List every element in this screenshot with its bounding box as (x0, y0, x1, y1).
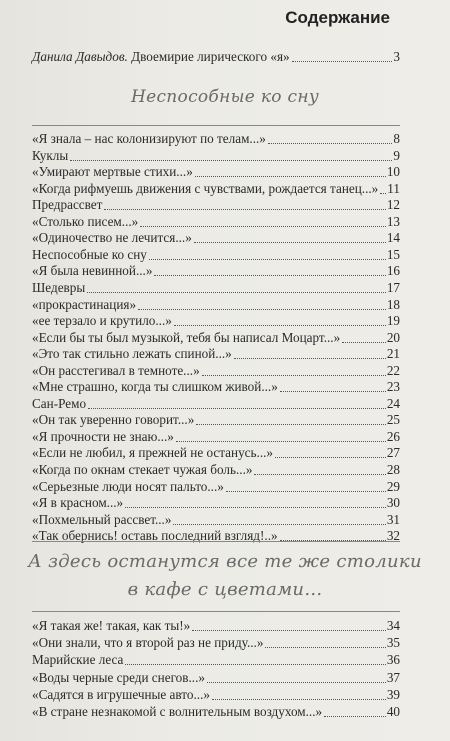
toc-entry-title: «Умирают мертвые стихи...» (32, 164, 193, 180)
toc-entry-page: 30 (386, 495, 400, 511)
toc-entry-page: 17 (386, 279, 400, 295)
toc-entry-page: 3 (393, 49, 400, 64)
toc-entry-title: «Если не любил, я прежней не останусь...» (32, 445, 274, 461)
page-title: Содержание (285, 8, 390, 27)
section-heading-line: А здесь останутся все те же столики (28, 551, 422, 572)
toc-entry-page: 39 (386, 686, 400, 702)
toc-entry-title: Марийские леса (32, 652, 124, 668)
toc-entry-title: «Похмельный рассвет...» (32, 511, 172, 527)
toc-entry-title: «Я была невинной...» (32, 263, 153, 279)
toc-entry-title: «Мне страшно, когда ты слишком живой...» (32, 379, 278, 395)
toc-entry-page: 27 (386, 445, 400, 461)
toc-entry-page: 11 (387, 180, 400, 196)
intro-author: Данила Давыдов. (32, 49, 128, 64)
toc-entry-title: «Так обернись! оставь последний взгляд!..» (32, 528, 278, 544)
section-heading: Неспособные ко сну (130, 87, 319, 107)
toc-entry-page: 15 (386, 246, 400, 262)
toc-entry-page: 16 (386, 263, 400, 279)
toc-entry-title (32, 49, 290, 65)
toc-entry-page: 40 (386, 704, 400, 719)
dot-leader (324, 716, 386, 717)
toc-entry-title: «Они знали, что я второй раз не приду...» (32, 635, 264, 651)
toc-entry-title: «Я такая же! такая, как ты!» (32, 618, 191, 633)
toc-entry-title: «ее терзало и крутило...» (32, 313, 172, 329)
toc-entry-title: «прокрастинация» (32, 296, 137, 312)
toc-entry-page: 36 (386, 652, 400, 668)
toc-entry-page: 14 (386, 230, 400, 246)
section-heading-line: в кафе с цветами... (127, 579, 323, 600)
toc-entry-page: 35 (386, 635, 400, 651)
toc-entry-title: «Серьезные люди носят пальто...» (32, 478, 224, 494)
toc-entry-page: 18 (386, 296, 400, 312)
toc-entry-title: «Воды черные среди снегов...» (32, 669, 205, 685)
toc-entry-title: «Когда по окнам стекает чужая боль...» (32, 462, 253, 477)
toc-entry-page: 12 (386, 197, 400, 213)
toc-entry-title: «Одиночество не лечится...» (32, 230, 192, 246)
toc-entry-title: «Если бы ты был музыкой, тебя бы написал Моцарт...» (32, 329, 341, 345)
toc-entry-page: 24 (386, 395, 400, 411)
toc-entry-page: 8 (393, 131, 400, 146)
toc-entry-page: 28 (386, 462, 400, 477)
toc-entry-page: 22 (386, 362, 400, 378)
toc-entry-title: Куклы (32, 147, 69, 163)
toc-entry-page: 9 (393, 147, 400, 163)
toc-entry-title: «Он так уверенно говорит...» (32, 412, 195, 428)
toc-entry-page: 25 (386, 412, 400, 428)
toc-entry-title: «Я знала – нас колонизируют по телам...» (32, 131, 266, 146)
toc-entry-page: 20 (386, 329, 400, 345)
section-heading-2 (0, 548, 450, 604)
toc-entry-page: 19 (386, 313, 400, 329)
toc-entry-page: 32 (386, 528, 400, 544)
toc-entry-page: 29 (386, 478, 400, 494)
toc-entry-title: «Садятся в игрушечные авто...» (32, 686, 210, 702)
toc-entry-page: 23 (386, 379, 400, 395)
toc-entry-intro (32, 45, 400, 65)
toc-entry-page: 21 (386, 346, 400, 362)
toc-entry-title: «Я в красном...» (32, 495, 124, 511)
divider (32, 611, 400, 612)
toc-entry-page: 13 (386, 213, 400, 229)
toc-entry-title: «Это так стильно лежать спиной...» (32, 346, 232, 362)
toc-entry-page: 31 (386, 511, 400, 527)
toc-entry-title: «Я прочности не знаю...» (32, 428, 174, 444)
toc-entry-page: 26 (386, 428, 400, 444)
toc-entry (32, 700, 400, 720)
dot-leader (292, 61, 393, 62)
toc-entry-title: «Когда рифмуешь движения с чувствами, рождается танец...» (32, 180, 379, 196)
toc-entry-title: Шедевры (32, 279, 86, 295)
toc-entry-title: Предрассвет (32, 197, 103, 213)
toc-entry-page: 37 (386, 669, 400, 685)
toc-entry-title: «В стране незнакомой с волнительным воздухом...» (32, 704, 323, 719)
toc-entry-title: Сан-Ремо (32, 395, 87, 411)
toc-entry-title: «Столько писем...» (32, 213, 139, 229)
toc-entry-title: Неспособные ко сну (32, 246, 147, 262)
toc-entry-page: 34 (386, 618, 400, 633)
divider (32, 541, 400, 542)
toc-entry-page: 10 (386, 164, 400, 180)
toc-entry-title: «Он расстегивал в темноте...» (32, 362, 200, 378)
divider (32, 125, 400, 126)
intro-text: Двоемирие лирического «я» (127, 49, 290, 64)
